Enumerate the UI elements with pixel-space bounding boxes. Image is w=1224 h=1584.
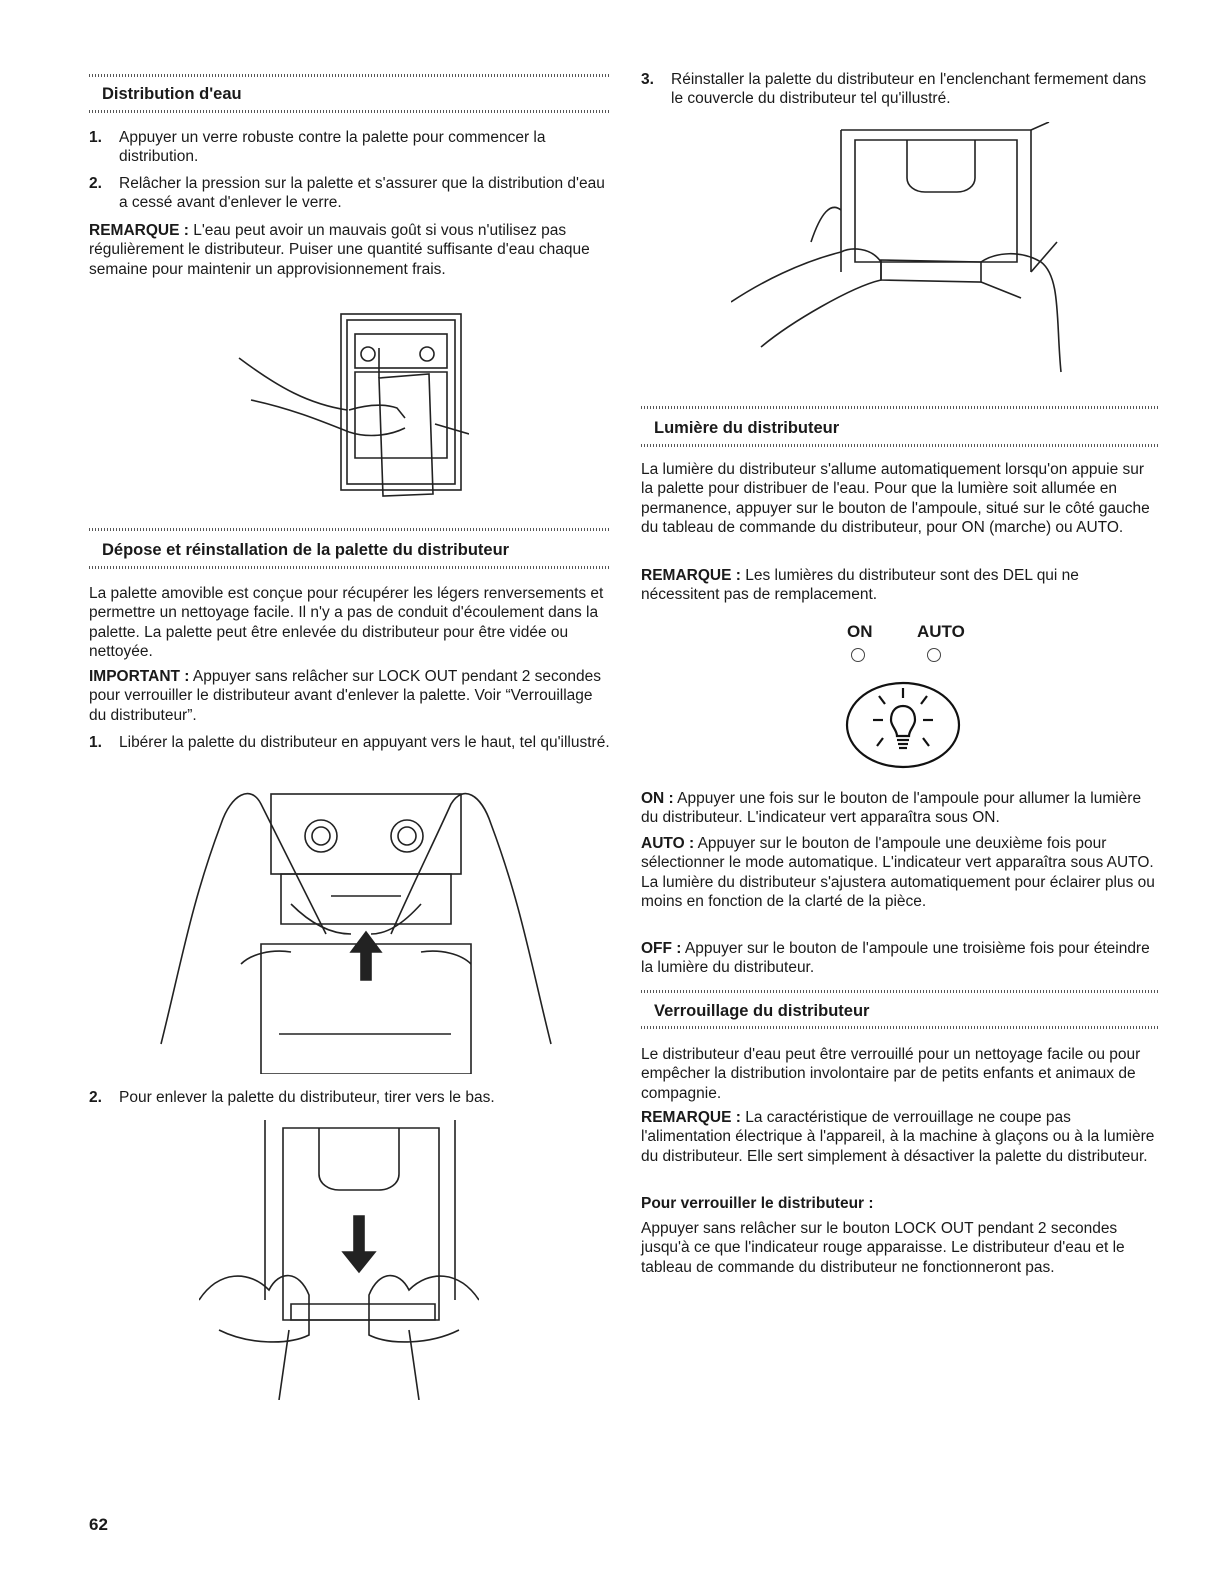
list-item [89,1088,611,1107]
palette-reinstall-illustration [731,122,1071,382]
section-rule-top [641,406,1159,409]
step-number: 1. [89,129,102,146]
step-text: Relâcher la pression sur la palette et s'assurer que la distribution d'eau a cessé avant d'enlever le verre. [119,175,605,212]
section-rule-bottom [641,444,1159,447]
off-paragraph [641,939,1159,978]
note-text: Les lumières du distributeur sont des DEL qui ne nécessitent pas de remplacement. [641,567,1079,604]
auto-text: Appuyer sur le bouton de l'ampoule une deuxième fois pour sélectionner le mode automatique. L'indicateur vert apparaîtra sous AUTO. La lumière du distributeur s'ajustera automatiquement pour éclairer plus ou moins en fonction de la clarté de la pièce. [641,835,1155,911]
light-control-panel [829,620,979,790]
note-paragraph [641,1108,1159,1166]
on-text: Appuyer une fois sur le bouton de l'ampoule pour allumer la lumière du distributeur. L'indicateur vert apparaîtra sous ON. [641,790,1142,827]
note-text: L'eau peut avoir un mauvais goût si vous n'utilisez pas régulièrement le distributeur. Puiser une quantité suffisante d'eau chaque semaine pour maintenir un approvisionnement frais. [89,222,590,278]
panel-label-on: ON [847,622,873,641]
list-item [89,174,611,213]
step-text: Réinstaller la palette du distributeur en l'enclenchant fermement dans le couvercle du distributeur tel qu'illustré. [671,71,1147,108]
important-text: Appuyer sans relâcher sur LOCK OUT pendant 2 secondes pour verrouiller le distributeur avant d'enlever la palette. Voir “Verrouillage du distributeur”. [89,668,602,724]
section-rule-top [89,528,611,531]
note-label: REMARQUE : [641,567,741,584]
bulb-button[interactable] [843,680,963,770]
list-item [89,733,611,752]
step-number: 2. [89,175,102,192]
off-text: Appuyer sur le bouton de l'ampoule une troisième fois pour éteindre la lumière du distributeur. [641,940,1150,977]
on-indicator-light [851,648,865,662]
important-label: IMPORTANT : [89,668,190,685]
page-number: 62 [89,1515,108,1534]
on-label: ON : [641,790,674,807]
section-rule-top [89,74,611,77]
note-paragraph [89,221,611,279]
important-paragraph [89,667,611,725]
section-heading-lumiere: Lumière du distributeur [654,419,840,437]
auto-indicator-light [927,648,941,662]
list-item [641,70,1159,109]
palette-push-up-illustration [151,784,561,1074]
intro-paragraph: Le distributeur d'eau peut être verrouillé pour un nettoyage facile ou pour empêcher la distribution involontaire par de petits enfants et animaux de compagnie. [641,1046,1141,1102]
step-number: 2. [89,1089,102,1106]
auto-paragraph [641,834,1159,912]
lock-paragraph: Appuyer sans relâcher sur le bouton LOCK OUT pendant 2 secondes jusqu'à ce que l'indicateur rouge apparaisse. Le distributeur d'eau et le tableau de commande du distributeur ne fonctionneront pas. [641,1220,1125,1276]
note-text: La caractéristique de verrouillage ne coupe pas l'alimentation électrique à l'appareil, à la machine à glaçons ou à la lumière du distributeur. Elle sert simplement à désactiver la palette du distributeur. [641,1109,1155,1165]
palette-pull-down-illustration [199,1120,479,1400]
lightbulb-icon [843,680,963,770]
note-label: REMARQUE : [641,1109,741,1126]
section-heading-distribution: Distribution d'eau [102,85,242,103]
section-rule-bottom [641,1026,1159,1029]
on-paragraph [641,789,1159,828]
list-item [89,128,611,167]
intro-paragraph: La palette amovible est conçue pour récupérer les légers renversements et permettre un nettoyage facile. Il n'y a pas de conduit d'écoulement dans la palette. La palette peut être enlevée du distributeur pour être vidée ou nettoyée. [89,585,604,661]
section-rule-top [641,990,1159,993]
sub-heading: Pour verrouiller le distributeur : [641,1195,874,1212]
step-text: Appuyer un verre robuste contre la palette pour commencer la distribution. [119,129,546,166]
note-label: REMARQUE : [89,222,189,239]
auto-label: AUTO : [641,835,695,852]
step-text: Pour enlever la palette du distributeur, tirer vers le bas. [119,1089,495,1106]
dispenser-glass-illustration [229,308,469,498]
off-label: OFF : [641,940,682,957]
section-heading-depose: Dépose et réinstallation de la palette du distributeur [102,541,510,559]
panel-label-auto: AUTO [917,622,965,641]
intro-paragraph: La lumière du distributeur s'allume automatiquement lorsqu'on appuie sur la palette pour distribuer de l'eau. Pour que la lumière soit allumée en permanence, appuyer sur le bouton de l'ampoule, situé sur le côté gauche du tableau de commande du distributeur, pour ON (marche) ou AUTO. [641,461,1150,537]
section-heading-verrouillage: Verrouillage du distributeur [654,1002,870,1020]
section-rule-bottom [89,110,611,113]
step-number: 3. [641,71,654,88]
note-paragraph [641,566,1159,605]
section-rule-bottom [89,566,611,569]
step-text: Libérer la palette du distributeur en appuyant vers le haut, tel qu'illustré. [119,734,610,751]
step-number: 1. [89,734,102,751]
